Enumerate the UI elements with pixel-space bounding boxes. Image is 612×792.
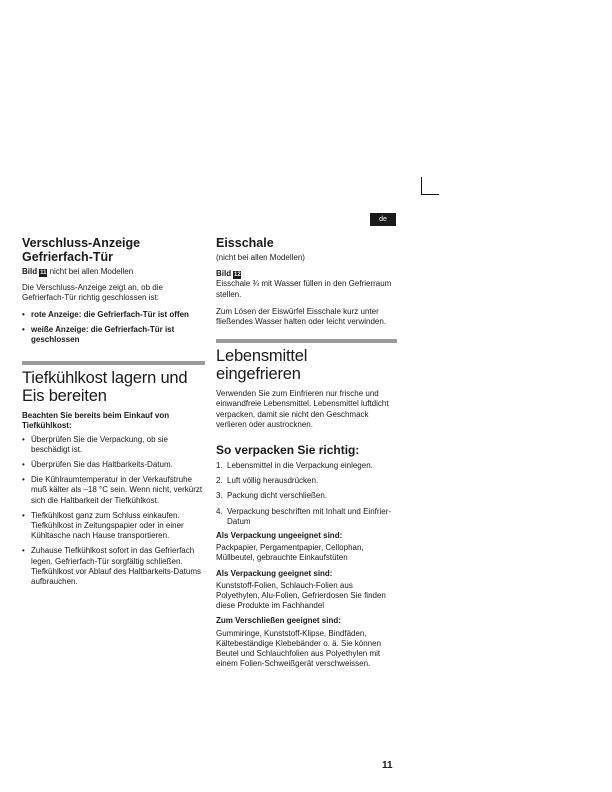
figure-label: Bild: [216, 269, 232, 279]
left-column: [22, 236, 205, 587]
section-rule: [22, 361, 205, 365]
packing-steps: [216, 461, 397, 527]
list-item: • weiße Anzeige: die Gefrierfach-Tür ist geschlossen: [22, 324, 175, 345]
list-item: • Überprüfen Sie die Verpackung, ob sie beschädigt ist.: [22, 434, 168, 454]
list-item: • Die Kühlraumtemperatur in der Verkaufstruhe muß kälter als –18 °C sein. Wenn nicht, verkürzt sich die Haltbarkeit der Tiefkühlkost.: [22, 475, 203, 505]
figure-label: Bild: [22, 267, 38, 276]
figure-number: 12: [234, 272, 241, 279]
figure-number: 11: [40, 270, 47, 276]
freezing-intro: Verwenden Sie zum Einfrieren nur frische und einwandfreie Lebensmittel. Lebensmittel luftdicht verpacken, damit sie nicht den Geschmack verlieren oder austrocknen.: [216, 389, 389, 429]
right-column: [216, 236, 397, 669]
suitable-text: Kunststoff-Folien, Schlauch-Folien aus Polyethylen, Alu-Folien, Gefrierdosen Sie finden diese Produkte im Fachhandel: [216, 580, 386, 611]
list-item: • Zuhause Tiefkühlkost sofort in das Gefrierfach legen. Gefrierfach-Tür sorgfältig schließen. Tiefkühlkost vor Ablauf des Haltbarkeits-Datums aufbrauchen.: [22, 546, 201, 587]
ice-tray-note: (nicht bei allen Modellen): [216, 253, 305, 262]
language-tab: de: [370, 213, 396, 226]
unsuitable-text: Packpapier, Pergamentpapier, Cellophan, Müllbeutel, gebrauchte Einkaufstüten: [216, 543, 364, 563]
list-item: 1. Lebensmittel in die Verpackung einlegen.: [216, 461, 373, 471]
frozen-food-lead: Beachten Sie bereits beim Einkauf von Tiefkühlkost:: [22, 411, 170, 431]
figure-reference: [216, 269, 397, 279]
figure-note: nicht bei allen Modellen: [47, 267, 134, 276]
unsuitable-label: Als Verpackung ungeeignet sind:: [216, 531, 343, 541]
crop-corner-mark: [421, 177, 439, 195]
indicator-list: [22, 310, 205, 346]
section-title-ice-tray: Eisschale: [216, 236, 274, 250]
section-title-door-indicator: Verschluss-Anzeige Gefrierfach-Tür: [22, 236, 141, 264]
section-title-freezing: Lebensmittel eingefrieren: [216, 347, 308, 384]
figure-reference: [22, 267, 205, 277]
page-number: 11: [382, 760, 393, 771]
suitable-label: Als Verpackung geeignet sind:: [216, 568, 333, 578]
section-title-packing: So verpacken Sie richtig:: [216, 443, 360, 458]
list-item: • Überprüfen Sie das Haltbarkeits-Datum.: [22, 460, 173, 470]
list-item: 3. Packung dicht verschließen.: [216, 491, 328, 501]
list-item: 4. Verpackung beschriften mit Inhalt und Einfrier-Datum: [216, 506, 392, 526]
frozen-food-list: [22, 435, 205, 588]
section-rule: [216, 339, 397, 343]
ice-tray-step: Eisschale ¾ mit Wasser füllen in den Gefrierraum stellen.: [216, 279, 392, 299]
list-item: • rote Anzeige: die Gefrierfach-Tür ist offen: [22, 309, 189, 319]
list-item: 2. Luft völlig herausdrücken.: [216, 476, 319, 486]
door-indicator-intro: Die Verschluss-Anzeige zeigt an, ob die Gefrierfach-Tür richtig geschlossen ist:: [22, 283, 163, 303]
ice-tray-release: Zum Lösen der Eiswürfel Eisschale kurz unter fließendes Wasser halten oder leicht verwinden.: [216, 306, 387, 327]
closing-label: Zum Verschließen geeignet sind:: [216, 616, 341, 626]
list-item: • Tiefkühlkost ganz zum Schluss einkaufen. Tiefkühlkost in Zeitungspapier oder in einer Kühltasche nach Hause transportieren.: [22, 510, 184, 541]
section-title-frozen-food: Tiefkühlkost lagern und Eis bereiten: [22, 369, 188, 406]
closing-text: Gummiringe, Kunststoff-Klipse, Bindfäden, Kältebeständige Klebebänder o. ä. Sie können Beutel und Schlauchfolien aus Polyethylen mit einem Folien-Schweißgerät verschweissen.: [216, 628, 382, 669]
